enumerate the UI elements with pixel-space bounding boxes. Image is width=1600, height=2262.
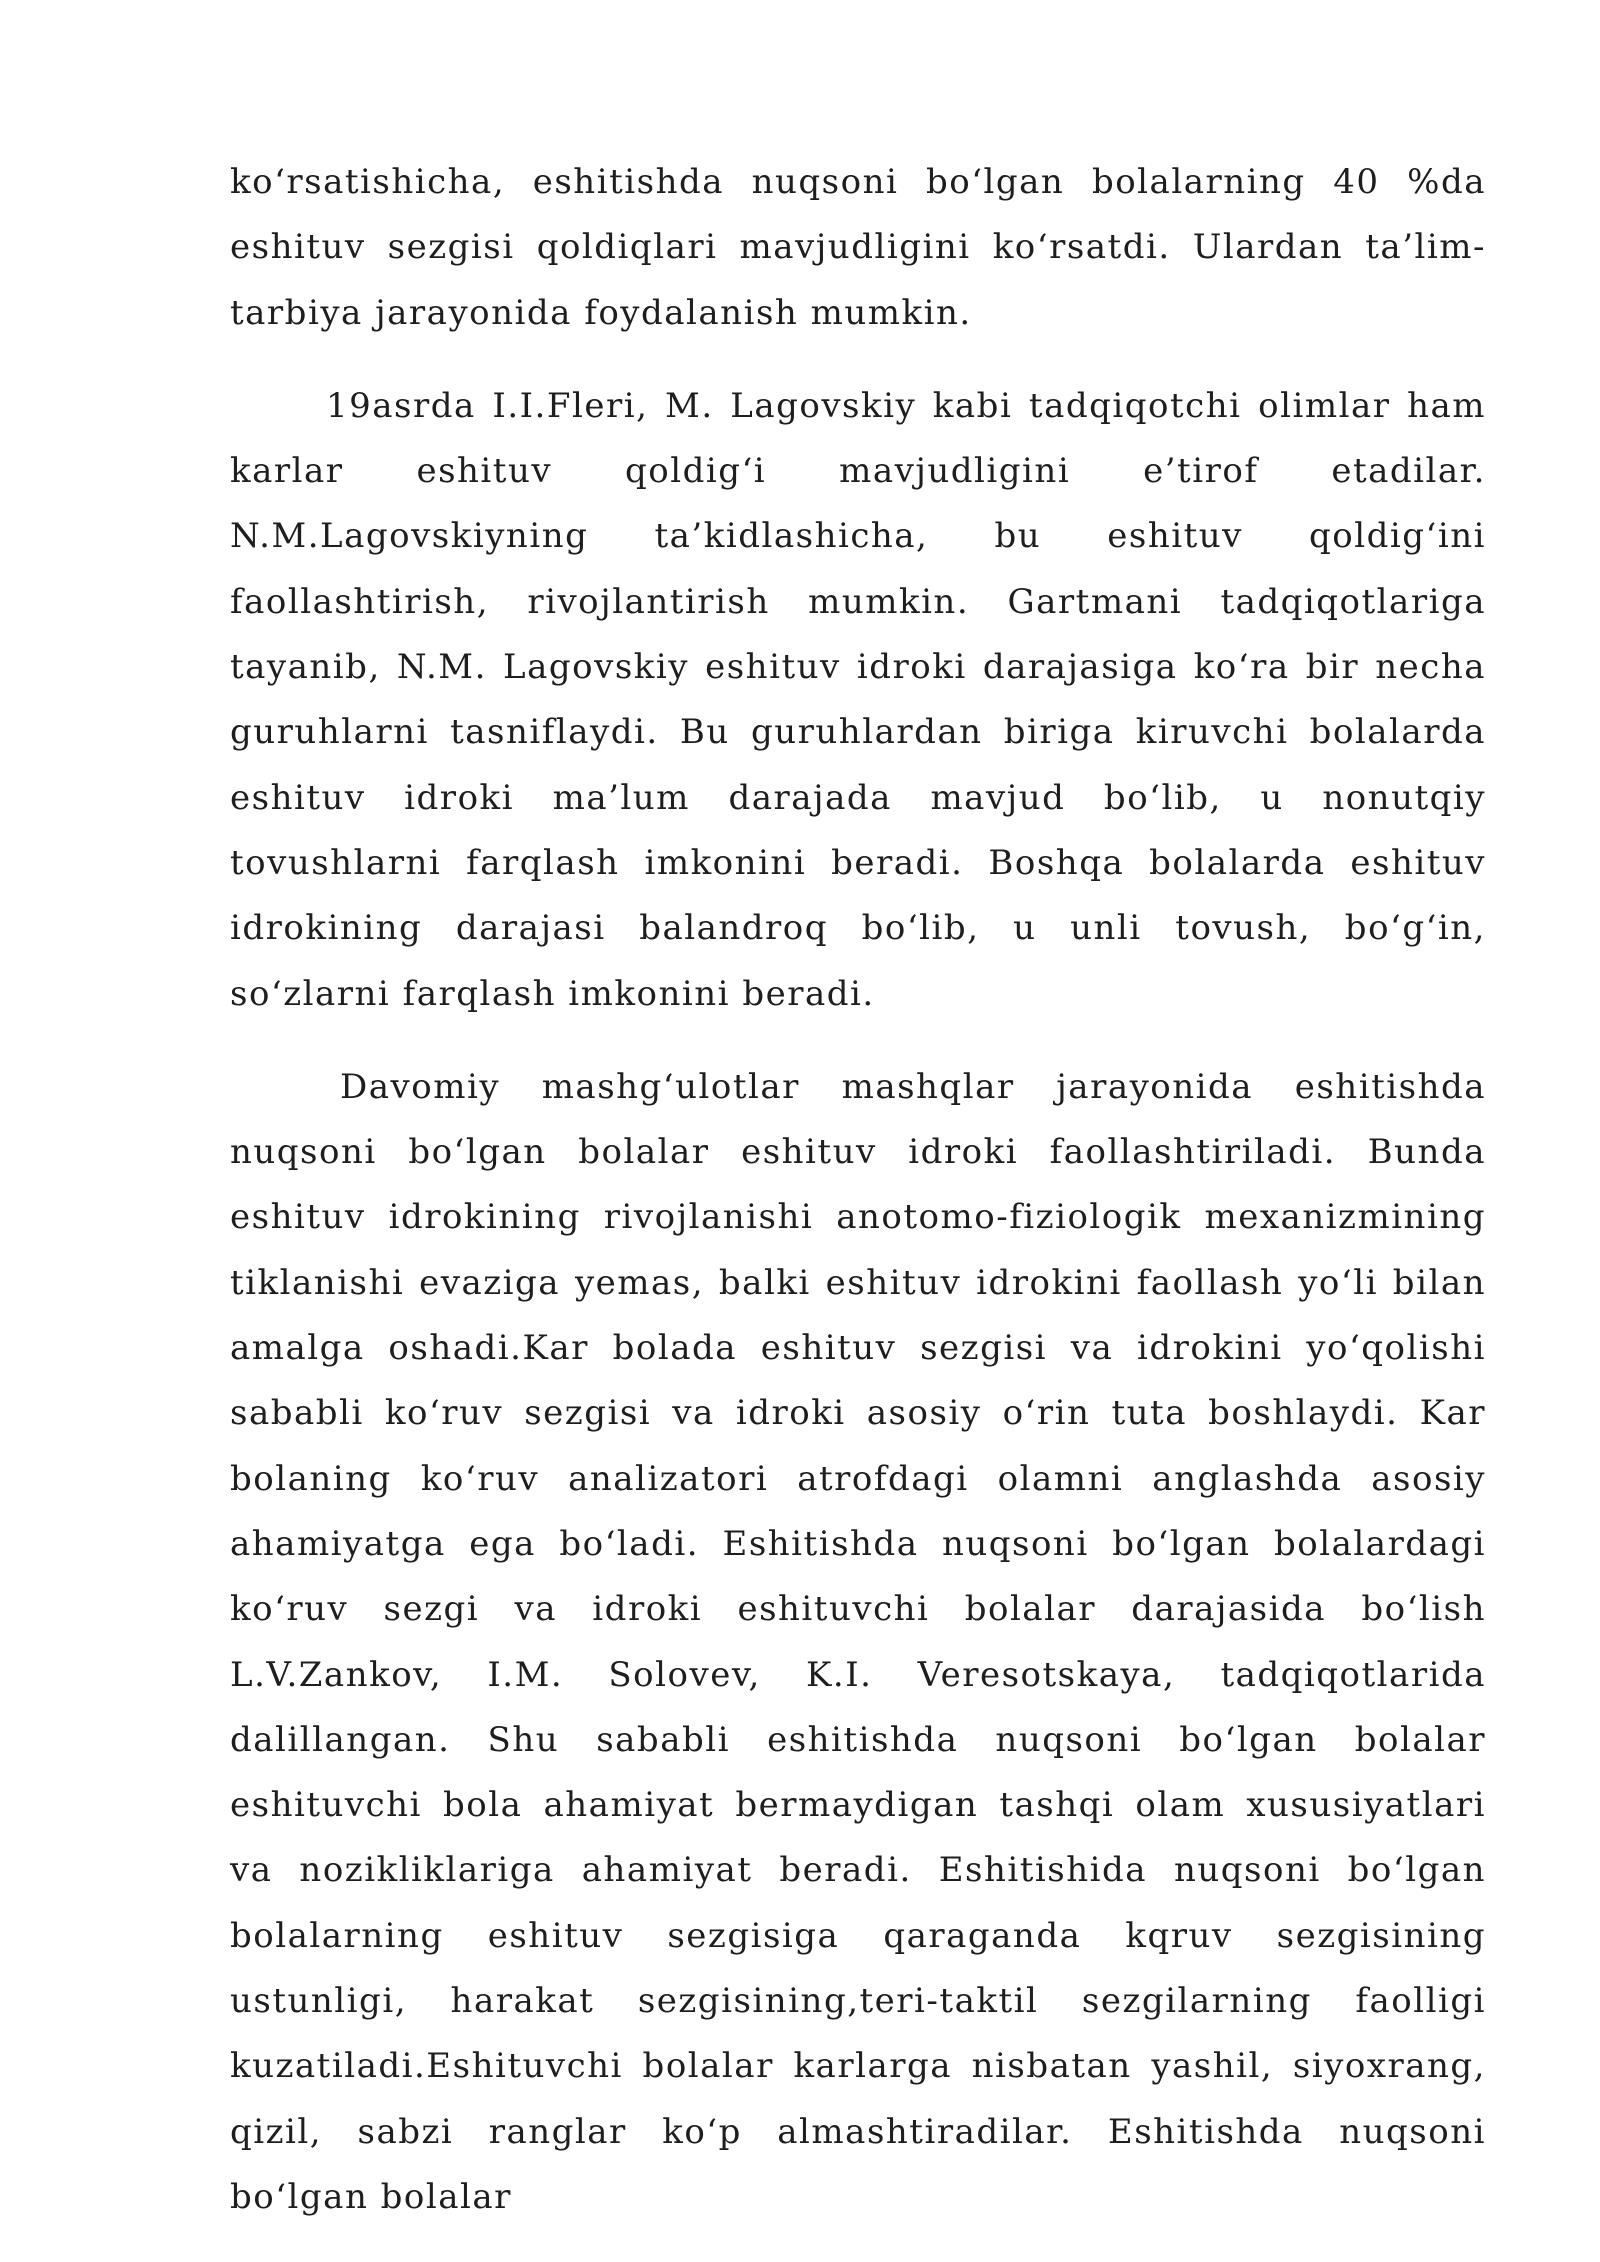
paragraph-davomiy: Davomiy mashg‘ulotlar mashqlar jarayonida eshitishda nuqsoni bo‘lgan bolalar eshituv idroki faollashtiriladi. Bunda eshituv idrokining rivojlanishi anotomo-fiziologik mexanizmining tiklanishi evaziga yemas, balki eshituv idrokini faollash yo‘li bilan amalga oshadi.Kar bolada eshituv sezgisi va idrokini yo‘qolishi sababli ko‘ruv sezgisi va idroki asosiy o‘rin tuta boshlaydi. Kar bolaning ko‘ruv analizatori atrofdagi olamni anglashda asosiy ahamiyatga ega bo‘ladi. Eshitishda nuqsoni bo‘lgan bolalardagi ko‘ruv sezgi va idroki eshituvchi bolalar darajasida bo‘lish L.V.Zankov, I.M. Solovev, K.I. Veresotskaya, tadqiqotlarida dalillangan. Shu sababli eshitishda nuqsoni bo‘lgan bolalar eshituvchi bola ahamiyat bermaydigan tashqi olam xususiyatlari va nozikliklariga ahamiyat beradi. Eshitishida nuqsoni bo‘lgan bolalarning eshituv sezgisiga qaraganda kqruv sezgisining ustunligi, harakat sezgisining,teri-taktil sezgilarning faolligi kuzatiladi.Eshituvchi bolalar karlarga nisbatan yashil, siyoxrang, qizil, sabzi ranglar ko‘p almashtiradilar. Eshitishda nuqsoni bo‘lgan bolalar (230, 1066, 1486, 2217)
paragraph-lagovskiy: 19asrda I.I.Fleri, M. Lagovskiy kabi tadqiqotchi olimlar ham karlar eshituv qoldig‘i mavjudligini e’tirof etadilar. N.M.Lagovskiyning ta’kidlashicha, bu eshituv qoldig‘ini faollashtirish, rivojlantirish mumkin. Gartmani tadqiqotlariga tayanib, N.M. Lagovskiy eshituv idroki darajasiga ko‘ra bir necha guruhlarni tasniflaydi. Bu guruhlardan biriga kiruvchi bolalarda eshituv idroki ma’lum darajada mavjud bo‘lib, u nonutqiy tovushlarni farqlash imkonini beradi. Boshqa bolalarda eshituv idrokining darajasi balandroq bo‘lib, u unli tovush, bo‘g‘in, so‘zlarni farqlash imkonini beradi. (230, 385, 1486, 1014)
document-page (230, 150, 1486, 2258)
paragraph-continuation: ko‘rsatishicha, eshitishda nuqsoni bo‘lgan bolalarning 40 %da eshituv sezgisi qoldiqlari mavjudligini ko‘rsatdi. Ulardan ta’lim-tarbiya jarayonida foydalanish mumkin. (230, 162, 1486, 333)
